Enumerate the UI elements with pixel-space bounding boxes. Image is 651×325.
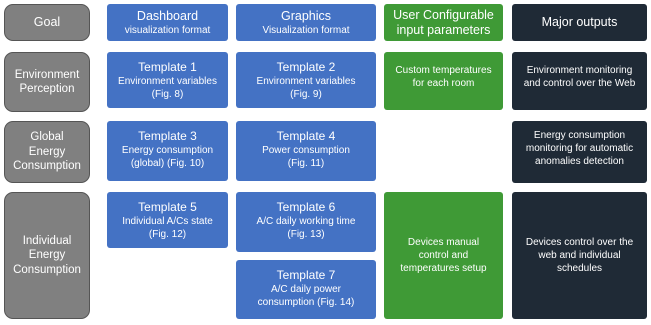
template-line: (Fig. 12)	[148, 229, 187, 240]
goal-global-energy	[4, 121, 90, 183]
goal-header-label: Goal	[33, 15, 61, 29]
template-title: Template 1	[138, 60, 197, 74]
outputs-line: anomalies detection	[535, 156, 624, 167]
outputs-global	[512, 121, 647, 183]
goal-environment-perception	[4, 52, 90, 112]
template-title: Template 2	[276, 60, 336, 74]
params-line: Devices manual	[407, 237, 480, 248]
outputs-line: web and individual	[538, 250, 621, 261]
goal-line: Energy	[28, 145, 66, 158]
params-line: temperatures setup	[400, 263, 487, 274]
goal-individual-energy	[4, 192, 90, 319]
template-line: Environment variables	[256, 76, 356, 87]
goal-line: Global	[30, 131, 64, 144]
goal-line: Environment	[14, 68, 80, 81]
dashboard-header	[107, 4, 228, 41]
template-line: (global) (Fig. 10)	[130, 158, 205, 169]
goal-line: Perception	[19, 83, 75, 95]
goal-line: Energy	[28, 249, 66, 262]
template-4-box	[236, 121, 376, 181]
outputs-line: Energy consumption	[533, 130, 626, 141]
params-line: for each room	[412, 78, 475, 89]
outputs-environment	[512, 52, 647, 110]
outputs-line: and control over the Web	[523, 78, 636, 89]
template-2-box	[236, 52, 376, 108]
template-line: Individual A/Cs state	[122, 216, 213, 227]
params-line: Custom temperatures	[395, 65, 492, 76]
outputs-header	[512, 4, 647, 41]
params-header-sub: input parameters	[396, 22, 491, 37]
params-line: control and	[418, 250, 469, 261]
graphics-header	[236, 4, 376, 41]
template-line: (Fig. 11)	[287, 158, 325, 169]
outputs-header-label: Major outputs	[541, 15, 618, 29]
dashboard-header-title: Dashboard	[136, 8, 199, 23]
template-line: (Fig. 13)	[287, 229, 325, 240]
goal-line: Consumption	[13, 160, 81, 173]
template-title: Template 6	[276, 200, 336, 214]
template-line: Environment variables	[118, 76, 217, 87]
outputs-line: Environment monitoring	[526, 65, 633, 76]
params-individual	[384, 192, 503, 319]
params-header	[384, 4, 503, 41]
outputs-individual	[512, 192, 647, 319]
template-title: Template 3	[138, 129, 197, 143]
template-line: A/C daily power	[270, 284, 342, 295]
params-environment	[384, 52, 503, 110]
goal-line: Individual	[22, 234, 72, 247]
template-line: A/C daily working time	[256, 216, 356, 227]
template-line: Power consumption	[262, 145, 350, 156]
goal-line: Consumption	[13, 263, 81, 276]
template-line: (Fig. 8)	[151, 89, 184, 100]
template-title: Template 5	[138, 200, 197, 214]
template-title: Template 4	[276, 129, 336, 143]
outputs-line: monitoring for automatic	[525, 143, 634, 154]
graphics-header-sub: Visualization format	[262, 24, 350, 36]
dashboard-header-sub: visualization format	[124, 24, 211, 36]
template-5-box	[107, 192, 228, 248]
template-1-box	[107, 52, 228, 108]
goal-header	[4, 4, 90, 41]
template-line: Energy consumption	[121, 145, 214, 156]
template-7-box	[236, 260, 376, 319]
template-title: Template 7	[276, 268, 336, 282]
outputs-line: schedules	[556, 263, 603, 274]
template-line: consumption (Fig. 14)	[257, 297, 355, 308]
params-header-title: User Configurable	[393, 7, 494, 22]
template-6-box	[236, 192, 376, 252]
template-3-box	[107, 121, 228, 181]
outputs-line: Devices control over the	[525, 237, 634, 248]
template-line: (Fig. 9)	[290, 89, 322, 100]
graphics-header-title: Graphics	[280, 8, 332, 23]
